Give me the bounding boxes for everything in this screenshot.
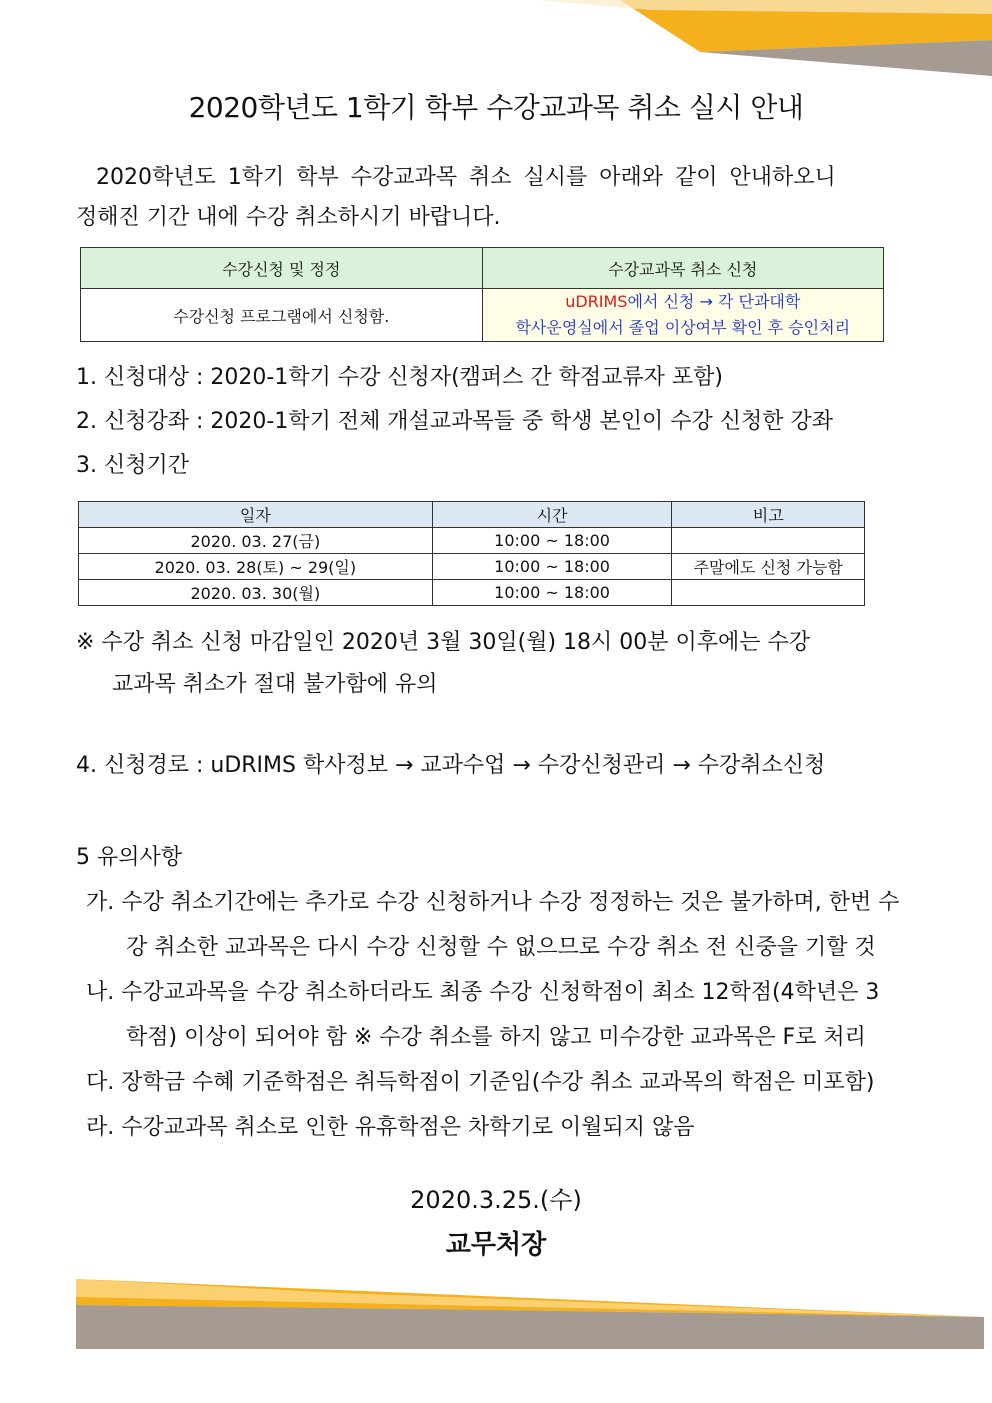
- period-note: 주말에도 신청 가능함: [672, 554, 865, 580]
- notice-date: 2020.3.25.(수): [410, 1186, 582, 1214]
- period-table: [78, 501, 865, 606]
- deadline-note-line-2: 교과목 취소가 절대 불가함에 유의: [112, 672, 438, 697]
- page-title: 2020학년도 1학기 학부 수강교과목 취소 실시 안내: [188, 91, 804, 124]
- item-period: 3. 신청기간: [76, 453, 189, 478]
- intro-line-1: 2020학년도 1학기 학부 수강교과목 취소 실시를 아래와 같이 안내하오니: [96, 165, 836, 190]
- item-courses: 2. 신청강좌 : 2020-1학기 전체 개설교과목들 중 학생 본인이 수강 신청한 강좌: [76, 409, 834, 434]
- period-date: 2020. 03. 28(토) ~ 29(일): [79, 554, 433, 580]
- caution-line: 나. 수강교과목을 수강 취소하더라도 최종 수강 신청학점이 최소 12학점(4학년은 3: [86, 980, 880, 1005]
- period-header-note: 비고: [672, 502, 865, 528]
- intro-paragraph: [76, 158, 896, 238]
- item-target: 1. 신청대상 : 2020-1학기 수강 신청자(캠퍼스 간 학점교류자 포함): [76, 365, 723, 390]
- table-row: [79, 554, 865, 580]
- table-row: [79, 580, 865, 606]
- table-row: [79, 528, 865, 554]
- procedure-header-registration: 수강신청 및 정정: [81, 248, 483, 289]
- caution-line: 라. 수강교과목 취소로 인한 유휴학점은 차학기로 이월되지 않음: [86, 1115, 695, 1140]
- caution-line: 가. 수강 취소기간에는 추가로 수강 신청하거나 수강 정정하는 것은 불가하며, 한번 수: [86, 890, 900, 915]
- procedure-line-1: 에서 신청 → 각 단과대학: [627, 292, 801, 311]
- caution-line: 강 취소한 교과목은 다시 수강 신청할 수 없으므로 수강 취소 전 신중을 기할 것: [126, 935, 876, 960]
- udrims-label: uDRIMS: [565, 292, 628, 311]
- application-route: 4. 신청경로 : uDRIMS 학사정보 → 교과수업 → 수강신청관리 → 수강취소신청: [76, 753, 826, 778]
- period-time: 10:00 ~ 18:00: [432, 528, 672, 554]
- caution-line: 학점) 이상이 되어야 함 ※ 수강 취소를 하지 않고 미수강한 교과목은 F로 처리: [126, 1025, 866, 1050]
- caution-line: 다. 장학금 수혜 기준학점은 취득학점이 기준임(수강 취소 교과목의 학점은 미포함): [86, 1070, 875, 1095]
- procedure-line-2: 학사운영실에서 졸업 이상여부 확인 후 승인처리: [515, 318, 851, 337]
- period-note: [672, 528, 865, 554]
- procedure-cell-registration: 수강신청 프로그램에서 신청함.: [81, 289, 483, 342]
- period-date: 2020. 03. 27(금): [79, 528, 433, 554]
- procedure-cell-cancellation: [482, 289, 884, 342]
- cautions-section: [76, 835, 906, 1150]
- deadline-note: [76, 622, 906, 706]
- intro-line-2: 정해진 기간 내에 수강 취소하시기 바랍니다.: [76, 205, 501, 230]
- period-header-time: 시간: [432, 502, 672, 528]
- cautions-heading: 5 유의사항: [76, 845, 182, 870]
- deadline-note-line-1: ※ 수강 취소 신청 마감일인 2020년 3월 30일(월) 18시 00분 이후에는 수강: [76, 630, 811, 655]
- period-date: 2020. 03. 30(월): [79, 580, 433, 606]
- period-time: 10:00 ~ 18:00: [432, 580, 672, 606]
- footer-swoosh-decoration: [0, 1275, 992, 1355]
- header-swoosh-decoration: [0, 0, 992, 80]
- info-items: [76, 356, 906, 488]
- period-header-date: 일자: [79, 502, 433, 528]
- period-time: 10:00 ~ 18:00: [432, 554, 672, 580]
- procedure-table: [80, 247, 884, 342]
- period-note: [672, 580, 865, 606]
- procedure-header-cancellation: 수강교과목 취소 신청: [482, 248, 884, 289]
- signature: 교무처장: [445, 1230, 547, 1260]
